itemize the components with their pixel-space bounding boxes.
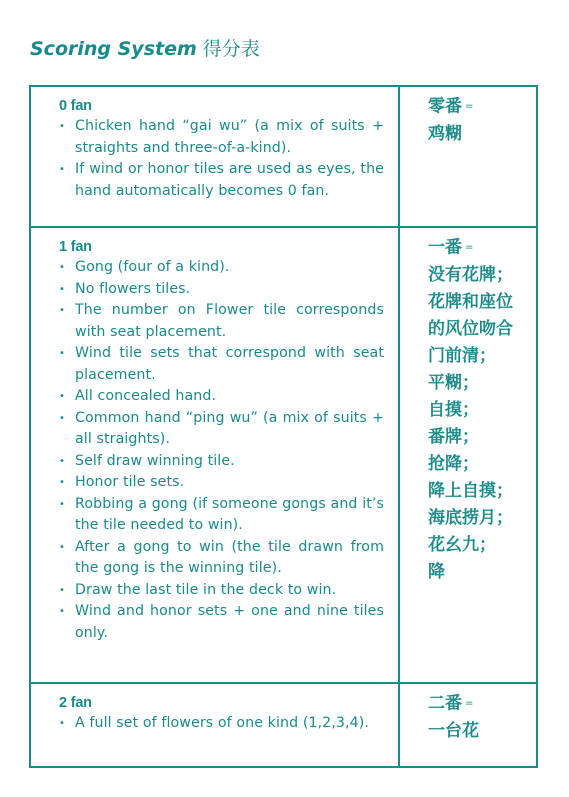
list-item: 没有花牌；	[428, 264, 513, 285]
chinese-fan-label: 二番	[428, 693, 462, 714]
chinese-fan-heading	[428, 690, 528, 718]
list-item: 花幺九；	[428, 534, 496, 555]
chinese-rule-list	[428, 718, 528, 745]
list-item: 抢降；	[428, 453, 479, 474]
chinese-fan-heading	[428, 93, 528, 121]
list-item: • Self draw winning tile.	[59, 451, 384, 473]
list-item: • All concealed hand.	[59, 386, 384, 408]
list-item: 鸡糊	[428, 123, 462, 144]
scoring-table	[29, 85, 538, 768]
chinese-rule-list	[428, 262, 528, 586]
list-item: 一台花	[428, 720, 479, 741]
list-item: 平糊；	[428, 372, 479, 393]
list-item: 花牌和座位	[428, 291, 513, 312]
page-title-chinese: 得分表	[202, 38, 260, 60]
english-cell	[31, 87, 400, 226]
fan-rule-list	[59, 713, 384, 735]
chinese-fan-label: 一番	[428, 237, 462, 258]
fan-rule-list	[59, 257, 384, 644]
list-item: • Chicken hand “gai wu” (a mix of suits + straights and three-of-a-kind).	[59, 116, 384, 159]
list-item: 自摸；	[428, 399, 479, 420]
page-title-english: Scoring System	[30, 38, 197, 60]
list-item: • A full set of flowers of one kind (1,2,3,4).	[59, 713, 384, 735]
chinese-rule-list	[428, 121, 528, 148]
list-item: • Robbing a gong (if someone gongs and it’s the tile needed to win).	[59, 494, 384, 537]
fan-title: 0 fan	[59, 98, 92, 114]
list-item: • Honor tile sets.	[59, 472, 384, 494]
list-item: • Gong (four of a kind).	[59, 257, 384, 279]
chinese-fan-label: 零番	[428, 96, 462, 117]
list-item: • No flowers tiles.	[59, 279, 384, 301]
list-item: • Wind and honor sets + one and nine tiles only.	[59, 601, 384, 644]
list-item: • After a gong to win (the tile drawn from the gong is the winning tile).	[59, 537, 384, 580]
list-item: 门前清；	[428, 345, 496, 366]
table-row-2-fan	[31, 684, 536, 766]
equals-sign: =	[465, 101, 474, 112]
equals-sign: =	[465, 242, 474, 253]
list-item: • Common hand “ping wu” (a mix of suits + all straights).	[59, 408, 384, 451]
list-item: • Wind tile sets that correspond with seat placement.	[59, 343, 384, 386]
chinese-cell	[400, 87, 536, 226]
list-item: • Draw the last tile in the deck to win.	[59, 580, 384, 602]
chinese-cell	[400, 684, 536, 766]
chinese-cell	[400, 228, 536, 682]
equals-sign: =	[465, 698, 474, 709]
list-item: 降	[428, 561, 445, 582]
english-cell	[31, 228, 400, 682]
table-row-0-fan	[31, 87, 536, 228]
fan-rule-list	[59, 116, 384, 202]
list-item: 海底捞月；	[428, 507, 513, 528]
chinese-fan-heading	[428, 234, 528, 262]
english-cell	[31, 684, 400, 766]
fan-title: 2 fan	[59, 695, 92, 711]
list-item: 番牌；	[428, 426, 479, 447]
list-item: • If wind or honor tiles are used as eyes, the hand automatically becomes 0 fan.	[59, 159, 384, 202]
list-item: 降上自摸；	[428, 480, 513, 501]
fan-title: 1 fan	[59, 239, 92, 255]
list-item: • The number on Flower tile corresponds with seat placement.	[59, 300, 384, 343]
page-title	[30, 34, 260, 61]
table-row-1-fan	[31, 228, 536, 684]
list-item: 的风位吻合	[428, 318, 513, 339]
